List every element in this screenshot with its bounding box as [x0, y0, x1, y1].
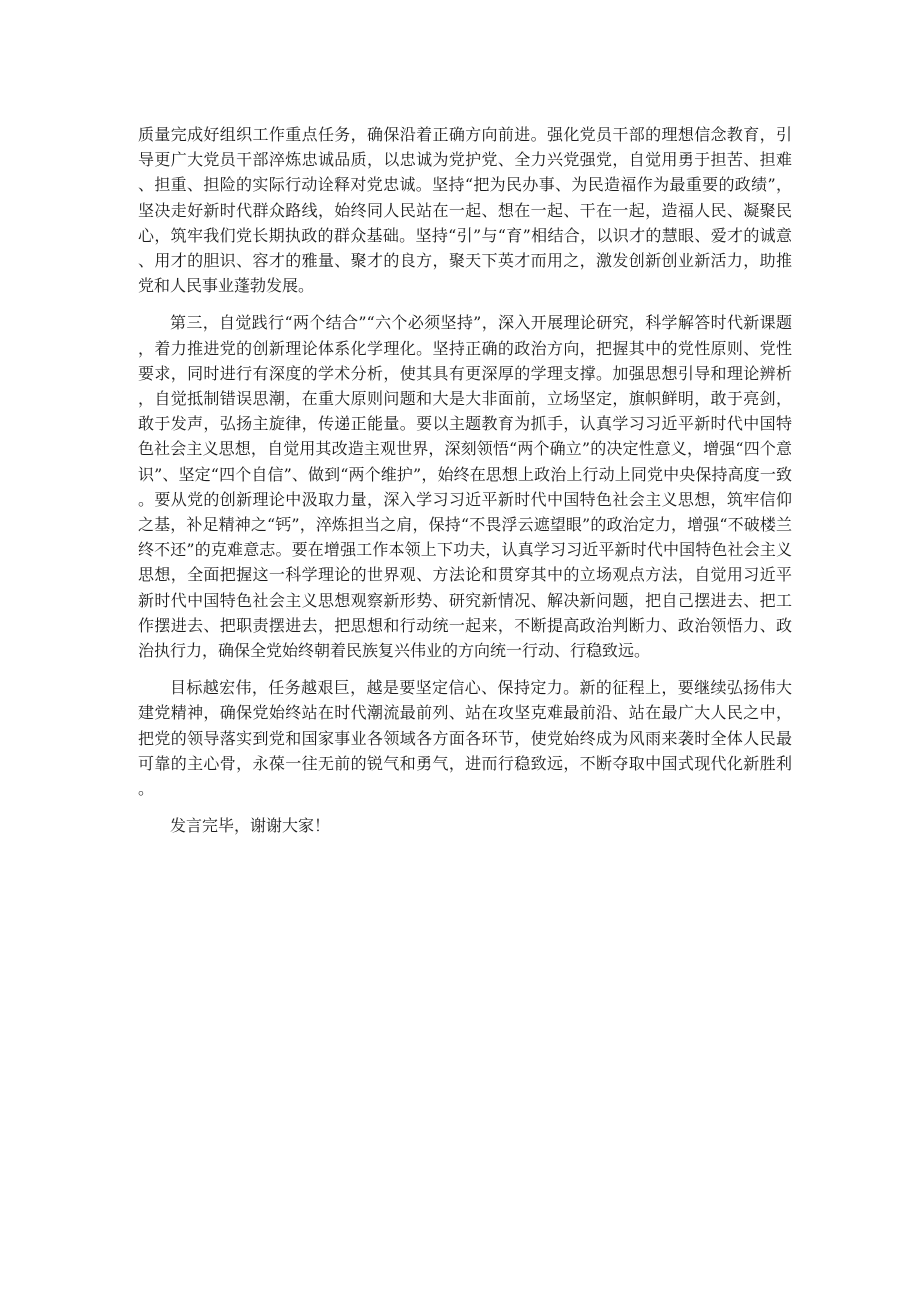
paragraph-conclusion: 目标越宏伟，任务越艰巨，越是要坚定信心、保持定力。新的征程上，要继续弘扬伟大建党精神，确保党始终站在时代潮流最前列、站在攻坚克难最前沿、站在最广大人民之中，把党的领导落实到党和国家事业各领域各方面各环节，使党始终成为风雨来袭时全体人民最可靠的主心骨，永葆一往无前的锐气和勇气，进而行稳致远，不断夺取中国式现代化新胜利。	[138, 678, 792, 799]
paragraph-third-point: 第三，自觉践行“两个结合”“六个必须坚持”，深入开展理论研究，科学解答时代新课题，着力推进党的创新理论体系化学理化。坚持正确的政治方向，把握其中的党性原则、党性要求，同时进行有深度的学术分析，使其具有更深厚的学理支撑。加强思想引导和理论辨析，自觉抵制错误思潮，在重大原则问题和大是大非面前，立场坚定，旗帜鲜明，敢于亮剑，敢于发声，弘扬主旋律，传递正能量。要以主题教育为抓手，认真学习习近平新时代中国特色社会主义思想，自觉用其改造主观世界，深刻领悟“两个确立”的决定性意义，增强“四个意识”、坚定“四个自信”、做到“两个维护”，始终在思想上政治上行动上同党中央保持高度一致。要从党的创新理论中汲取力量，深入学习习近平新时代中国特色社会主义思想，筑牢信仰之基，补足精神之“钙”，淬炼担当之肩，保持“不畏浮云遮望眼”的政治定力，增强“不破楼兰终不还”的克难意志。要在增强工作本领上下功夫，认真学习习近平新时代中国特色社会主义思想，全面把握这一科学理论的世界观、方法论和贯穿其中的立场观点方法，自觉用习近平新时代中国特色社会主义思想观察新形势、研究新情况、解决新问题，把自己摆进去、把工作摆进去、把职责摆进去，把思想和行动统一起来，不断提高政治判断力、政治领悟力、政治执行力，确保全党始终朝着民族复兴伟业的方向统一行动、行稳致远。	[138, 313, 792, 661]
document-body	[138, 122, 792, 850]
paragraph-continuation: 质量完成好组织工作重点任务，确保沿着正确方向前进。强化党员干部的理想信念教育，引导更广大党员干部淬炼忠诚品质，以忠诚为党护党、全力兴党强党，自觉用勇于担苦、担难、担重、担险的实际行动诠释对党忠诚。坚持“把为民办事、为民造福作为最重要的政绩”，坚决走好新时代群众路线，始终同人民站在一起、想在一起、干在一起，造福人民、凝聚民心，筑牢我们党长期执政的群众基础。坚持“引”与“育”相结合，以识才的慧眼、爱才的诚意、用才的胆识、容才的雅量、聚才的良方，聚天下英才而用之，激发创新创业新活力，助推党和人民事业蓬勃发展。	[138, 125, 792, 296]
paragraph-closing-remark: 发言完毕，谢谢大家！	[170, 816, 331, 836]
